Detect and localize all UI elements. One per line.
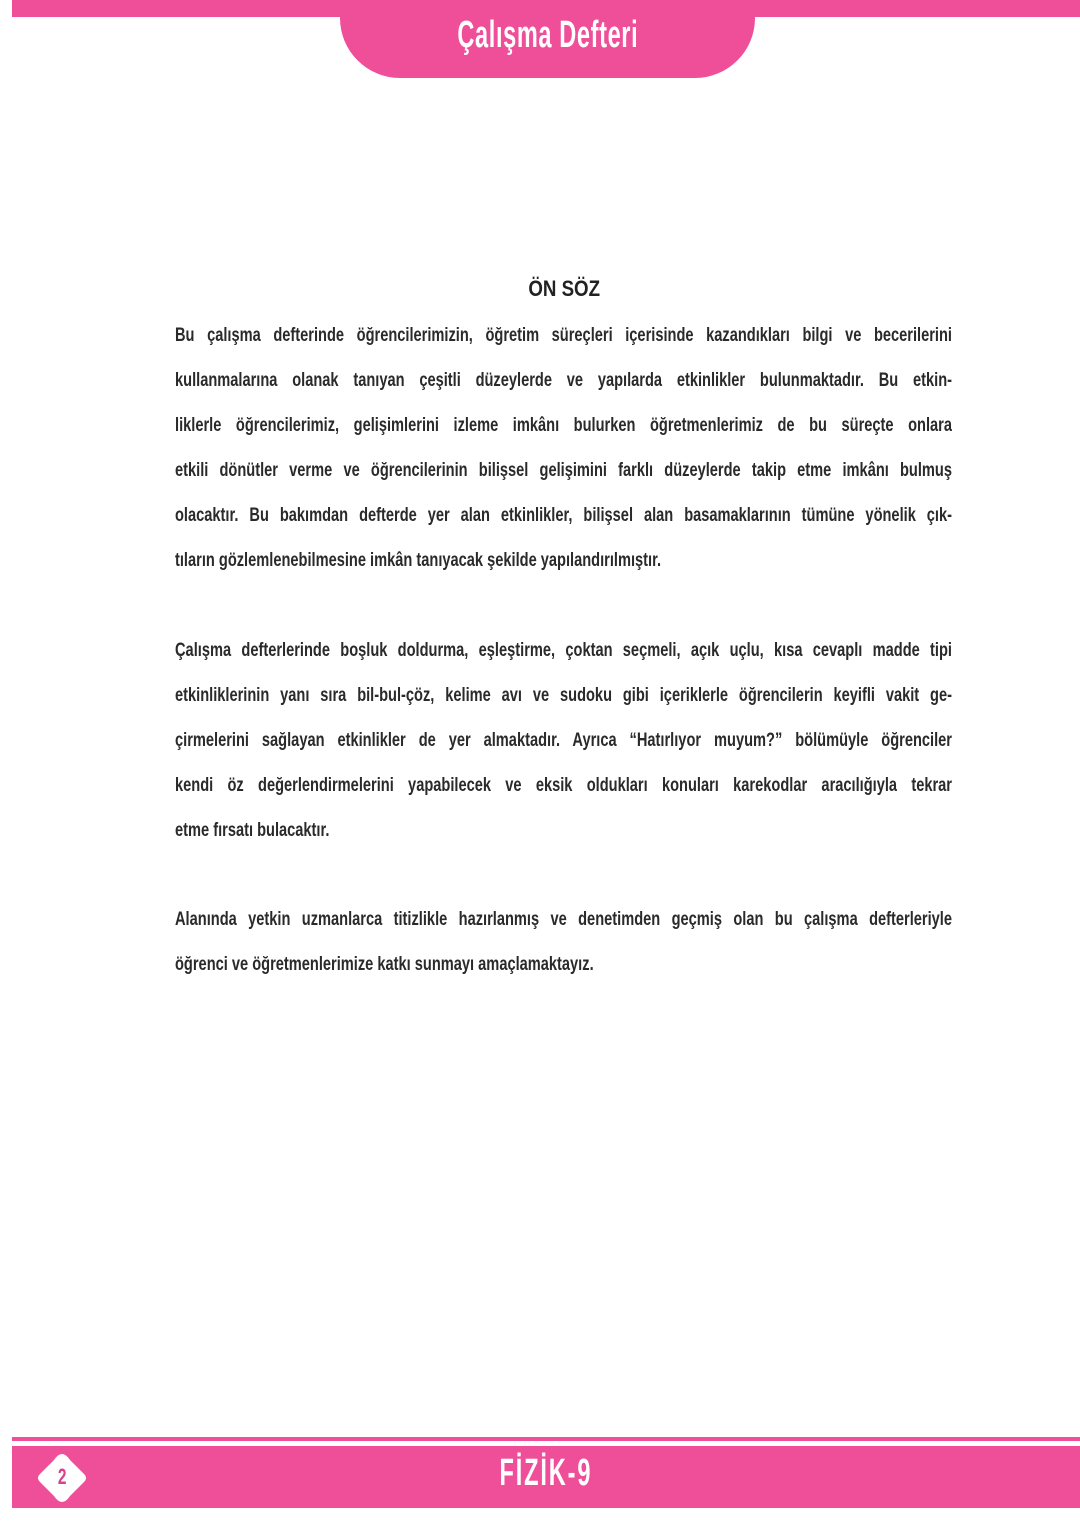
footer-divider (12, 1437, 1080, 1441)
text-line: kullanmalarına olanak tanıyan çeşitli düzeylerde ve yapılarda etkinlikler bulunmaktadır. Bu etkin- (175, 369, 952, 391)
text-line: çirmelerini sağlayan etkinlikler de yer almaktadır. Ayrıca “Hatırlıyor muyum?” bölümüyle öğrenciler (175, 729, 952, 751)
page-number: 2 (57, 1464, 67, 1489)
text-line: olacaktır. Bu bakımdan defterde yer alan etkinlikler, bilişsel alan basamaklarının tümüne yönelik çık- (175, 504, 952, 526)
text-line: Çalışma defterlerinde boşluk doldurma, eşleştirme, çoktan seçmeli, açık uçlu, kısa cevaplı madde tipi (175, 639, 952, 661)
text-line: Bu çalışma defterinde öğrencilerimizin, öğretim süreçleri içerisinde kazandıkları bilgi ve becerilerini (175, 324, 952, 346)
text-line: kendi öz değerlendirmelerini yapabilecek ve eksik oldukları konuları karekodlar aracılığıyla tekrar (175, 774, 952, 796)
paragraph-2 (175, 637, 1080, 862)
text-line: öğrenci ve öğretmenlerimize katkı sunmayı amaçlamaktayız. (175, 953, 594, 975)
text-line: etme fırsatı bulacaktır. (175, 819, 330, 841)
text-line: Alanında yetkin uzmanlarca titizlikle hazırlanmış ve denetimden geçmiş olan bu çalışma defterleriyle (175, 908, 952, 930)
page-heading: ÖN SÖZ (528, 276, 600, 301)
paragraph-3 (175, 906, 1080, 996)
header-title: Çalışma Defteri (457, 13, 638, 56)
text-line: etkili dönütler verme ve öğrencilerinin bilişsel gelişimini farklı düzeylerde takip etme imkânı bulmuş (175, 459, 952, 481)
text-line: tıların gözlemlenebilmesine imkân tanıyacak şekilde yapılandırılmıştır. (175, 549, 662, 571)
paragraph-1 (175, 322, 1080, 592)
text-line: etkinliklerinin yanı sıra bil-bul-çöz, kelime avı ve sudoku gibi içeriklerle öğrencilerin keyifli vakit ge- (175, 684, 952, 706)
header-tab (340, 0, 755, 78)
text-line: liklerle öğrencilerimiz, gelişimlerini izleme imkânı bulurken öğretmenlerimiz de bu süreçte onlara (175, 414, 952, 436)
footer-subject: FİZİK-9 (499, 1452, 593, 1494)
